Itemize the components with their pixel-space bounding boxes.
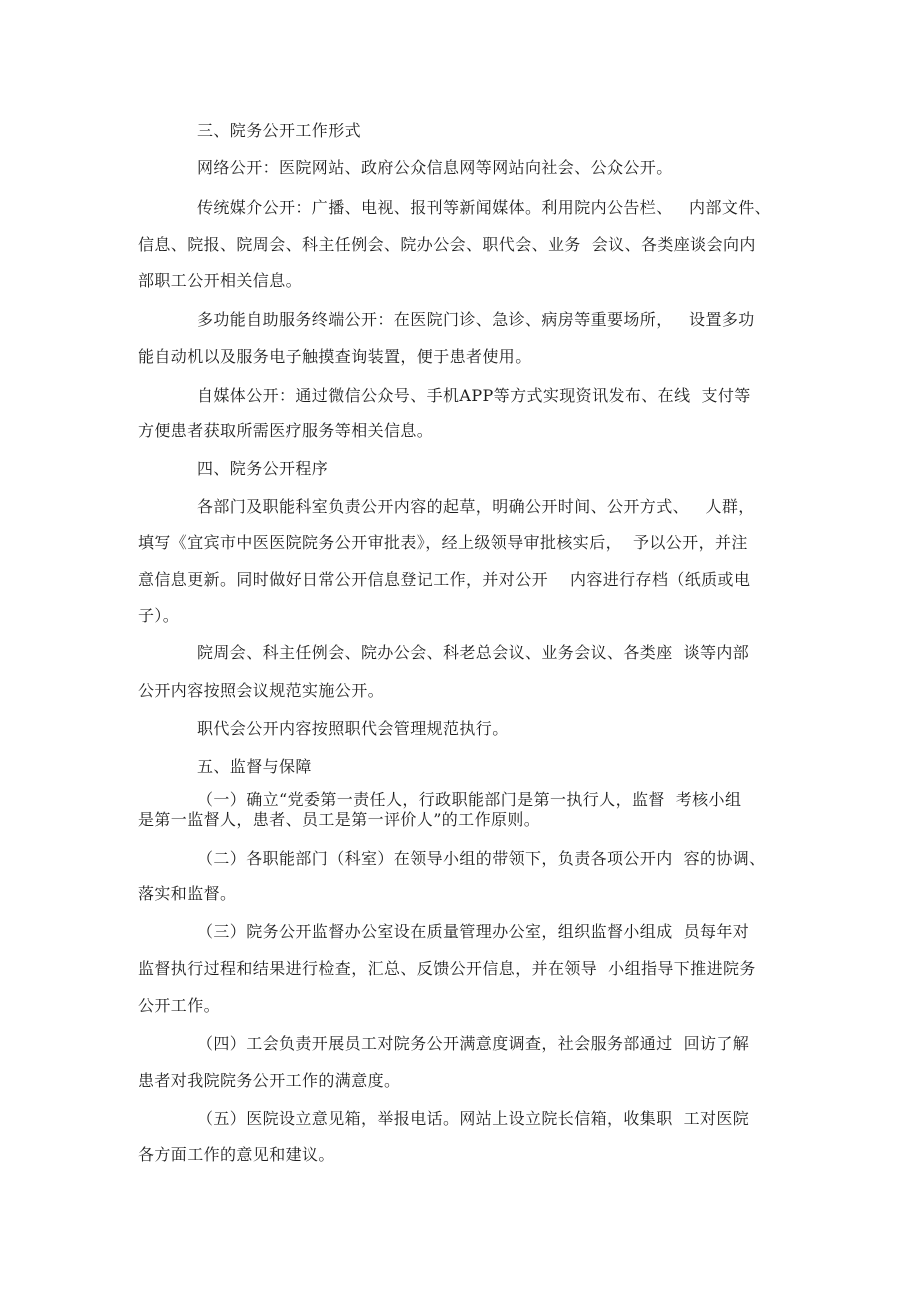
section-heading-4: 四、院务公开程序 xyxy=(197,459,329,478)
paragraph-line: （五）医院设立意见箱，举报电话。网站上设立院长信箱，收集职 工对医院 xyxy=(197,1109,750,1128)
paragraph-line: 各方面工作的意见和建议。 xyxy=(138,1145,335,1164)
paragraph-line: 网络公开：医院网站、政府公众信息网等网站向社会、公众公开。 xyxy=(197,158,673,177)
section-heading-5: 五、监督与保障 xyxy=(197,757,312,776)
paragraph-line: 子）。 xyxy=(138,606,180,625)
paragraph-line: 自媒体公开：通过微信公众号、手机APP等方式实现资讯发布、在线 支付等 xyxy=(197,386,751,405)
paragraph-line: 公开工作。 xyxy=(138,996,221,1015)
paragraph-line: （四）工会负责开展员工对院务公开满意度调查，社会服务部通过 回访了解 xyxy=(197,1034,750,1053)
paragraph-line: 职代会公开内容按照职代会管理规范执行。 xyxy=(197,719,509,738)
paragraph-line: 监督执行过程和结果进行检查，汇总、反馈公开信息，并在领导 小组指导下推进院务 xyxy=(138,959,756,978)
paragraph-line: 多功能自助服务终端公开：在医院门诊、急诊、病房等重要场所， 设置多功 xyxy=(197,310,755,329)
paragraph-line: （二）各职能部门（科室）在领导小组的带领下，负责各项公开内 容的协调、 xyxy=(197,849,766,868)
paragraph-line: 落实和监督。 xyxy=(138,884,237,903)
paragraph-line: 填写《宜宾市中医医院院务公开审批表》，经上级领导审批核实后， 予以公开，并注 xyxy=(138,533,748,552)
paragraph-line: （一）确立“党委第一责任人，行政职能部门是第一执行人，监督 考核小组 xyxy=(197,790,742,809)
paragraph-line: 院周会、科主任例会、院办公会、科老总会议、业务会议、各类座 谈等内部 xyxy=(197,643,750,662)
paragraph-line: 信息、院报、院周会、科主任例会、院办公会、职代会、业务 会议、各类座谈会向内 xyxy=(138,235,756,254)
section-heading-3: 三、院务公开工作形式 xyxy=(197,121,362,140)
paragraph-line: 是第一监督人，患者、员工是第一评价人”的工作原则。 xyxy=(138,810,541,829)
paragraph-line: 公开内容按照会议规范实施公开。 xyxy=(138,681,385,700)
paragraph-line: 患者对我院院务公开工作的满意度。 xyxy=(138,1071,401,1090)
paragraph-line: 部职工公开相关信息。 xyxy=(138,271,303,290)
paragraph-line: 意信息更新。同时做好日常公开信息登记工作，并对公开 内容进行存档（纸质或电 xyxy=(138,570,751,589)
paragraph-line: 方便患者获取所需医疗服务等相关信息。 xyxy=(138,421,434,440)
paragraph-line: 各部门及职能科室负责公开内容的起草，明确公开时间、公开方式、 人群， xyxy=(197,497,755,516)
paragraph-line: （三）院务公开监督办公室设在质量管理办公室，组织监督小组成 员每年对 xyxy=(197,922,750,941)
paragraph-line: 能自动机以及服务电子触摸查询装置，便于患者使用。 xyxy=(138,347,532,366)
paragraph-line: 传统媒介公开：广播、电视、报刊等新闻媒体。利用院内公告栏、 内部文件、 xyxy=(197,198,772,217)
